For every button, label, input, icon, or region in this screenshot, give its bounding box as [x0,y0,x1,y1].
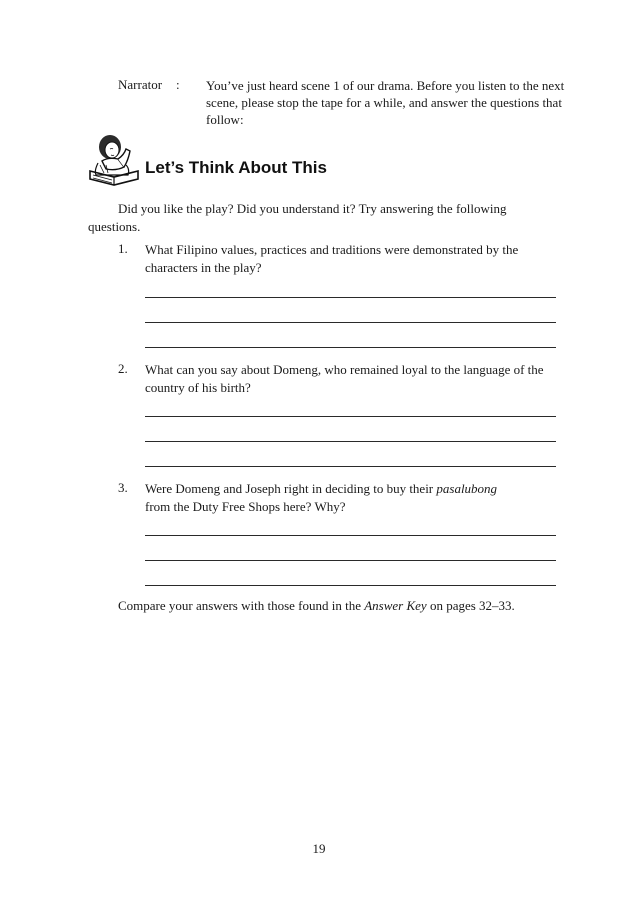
intro-paragraph: Did you like the play? Did you understand it? Try answering the following questions. [88,201,507,234]
answer-line[interactable] [145,535,556,536]
question-3-number: 3. [118,480,128,495]
answer-key-reference: Answer Key [364,598,427,613]
narrator-label: Narrator [118,77,163,92]
question-3-text-start: Were Domeng and Joseph right in deciding to buy their [145,481,437,496]
reader-thinking-icon [84,131,144,189]
question-2-number: 2. [118,361,128,376]
outro-text-start: Compare your answers with those found in the [118,598,365,613]
narrator-text: You’ve just heard scene 1 of our drama. Before you listen to the next scene, please stop the tape for a while, and answer the questions that follow: [206,78,565,127]
compare-answers-note [118,598,515,614]
question-3-text-end: from the Duty Free Shops here? Why? [145,499,346,514]
question-2-text: What can you say about Domeng, who remained loyal to the language of the country of his birth? [145,362,544,395]
section-heading: Let’s Think About This [145,158,327,177]
answer-line[interactable] [145,560,556,561]
question-3-text [145,480,565,516]
outro-text-end: on pages 32–33. [426,598,515,613]
answer-line[interactable] [145,297,556,298]
answer-line[interactable] [145,466,556,467]
question-3-italic-term: pasalubong [436,481,498,496]
answer-line[interactable] [145,585,556,586]
page-number: 19 [312,841,326,856]
answer-line[interactable] [145,322,556,323]
answer-line[interactable] [145,441,556,442]
question-1-number: 1. [118,241,128,256]
answer-line[interactable] [145,347,556,348]
answer-line[interactable] [145,416,556,417]
question-1-text: What Filipino values, practices and traditions were demonstrated by the characters in the play? [145,242,519,275]
narrator-colon: : [176,77,180,92]
